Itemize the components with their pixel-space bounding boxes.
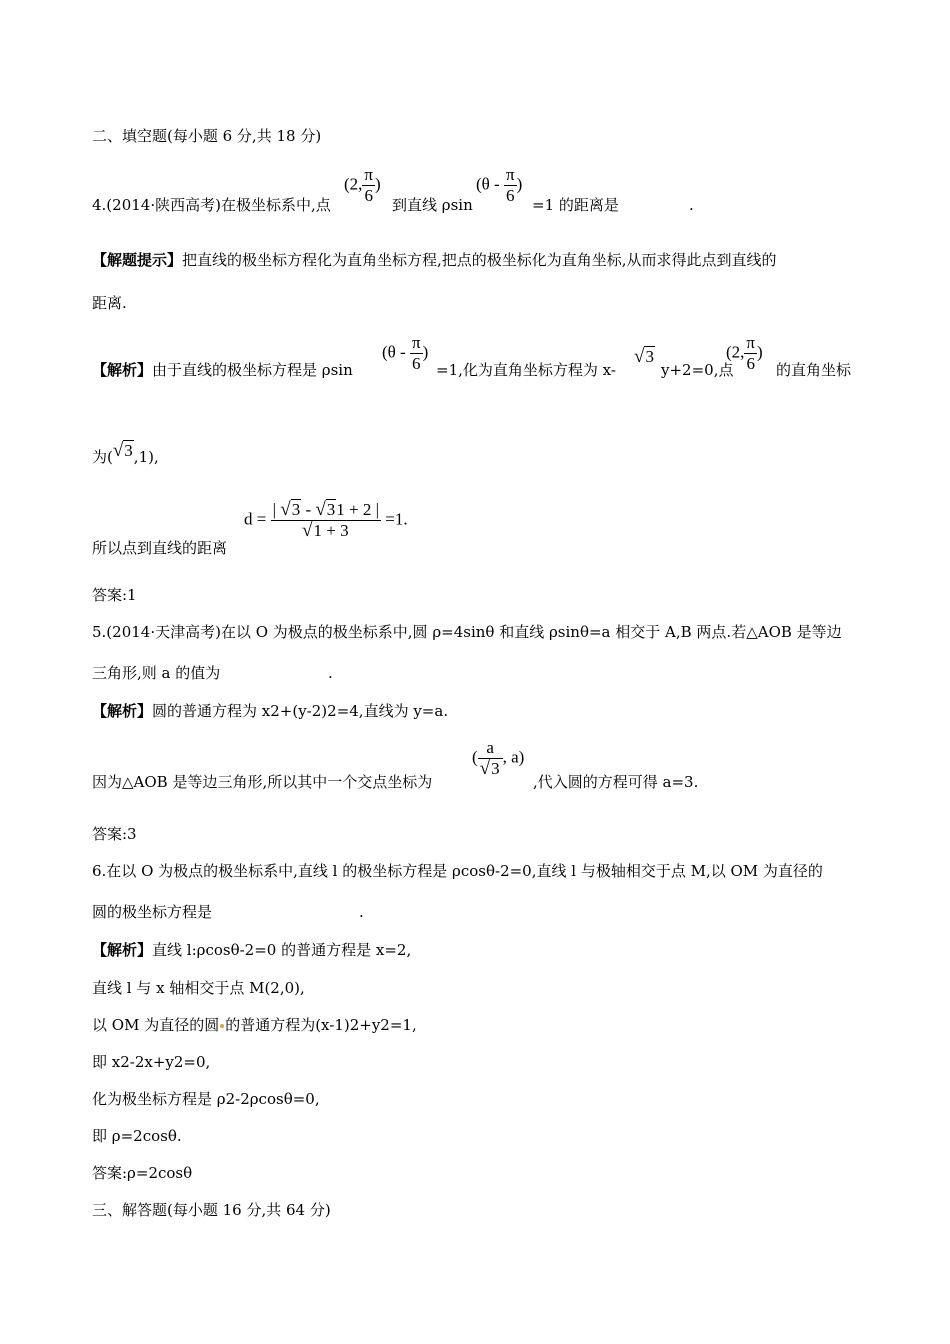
q4-sol-theta-expr: (θ - $\frac{\pi}{6}$ ) bbox=[382, 333, 429, 373]
q4-stem-b: 到直线 ρsin bbox=[392, 196, 473, 214]
q4-solution-b: =1,化为直角坐标方程为 x- bbox=[436, 361, 616, 379]
q6-answer: 答案:ρ=2cosθ bbox=[92, 1164, 193, 1182]
q5-solution-line1: 【解析】圆的普通方程为 x2+(y-2)2=4,直线为 y=a. bbox=[92, 702, 449, 720]
q6-solution-line4: 即 x2-2x+y2=0, bbox=[92, 1053, 211, 1071]
section-title-fill-in: 二、填空题(每小题 6 分,共 18 分) bbox=[92, 127, 322, 145]
q5-answer: 答案:3 bbox=[92, 825, 137, 843]
section-title-answer: 三、解答题(每小题 16 分,共 64 分) bbox=[92, 1201, 331, 1219]
q6-solution-line1: 【解析】直线 l:ρcosθ-2=0 的普通方程是 x=2, bbox=[92, 941, 412, 959]
q5-blank-end: . bbox=[328, 664, 333, 682]
q5-point-expr: ( $\frac{a}{√3}$ , a) bbox=[472, 738, 525, 779]
q6-blank-end: . bbox=[359, 903, 364, 921]
q4-distance-formula: d = $\frac{| √3 - √31 + 2 |}{√1 + 3}$ =1. bbox=[244, 499, 408, 541]
q5-stem-line2: 三角形,则 a 的值为 bbox=[92, 664, 221, 682]
q4-sqrt3: √3 bbox=[634, 346, 654, 367]
q5-stem-line1: 5.(2014·天津高考)在以 O 为极点的极坐标系中,圆 ρ=4sinθ 和直线 ρsinθ=a 相交于 A,B 两点.若△AOB 是等边 bbox=[92, 623, 842, 641]
marker-dot-icon bbox=[220, 1024, 224, 1028]
q4-coord-line: 为(√3,1), bbox=[92, 440, 159, 466]
q4-distance-text: 所以点到直线的距离 bbox=[92, 539, 228, 557]
q4-theta-expr: (θ - $\frac{\pi}{6}$ ) bbox=[476, 165, 523, 205]
q4-answer: 答案:1 bbox=[92, 586, 137, 604]
q4-blank-end: . bbox=[689, 196, 694, 214]
q4-stem-c: =1 的距离是 bbox=[532, 196, 619, 214]
q5-solution-line2-a: 因为△AOB 是等边三角形,所以其中一个交点坐标为 bbox=[92, 773, 433, 791]
q6-solution-line5: 化为极坐标方程是 ρ2-2ρcosθ=0, bbox=[92, 1090, 320, 1108]
q4-solution-a: 【解析】由于直线的极坐标方程是 ρsin bbox=[92, 361, 353, 379]
q4-hint-line2: 距离. bbox=[92, 294, 127, 312]
q6-solution-line3: 以 OM 为直径的圆 的普通方程为(x-1)2+y2=1, bbox=[92, 1016, 417, 1034]
q4-solution-c: y+2=0,点 bbox=[661, 361, 734, 379]
q4-stem-a: 4.(2014·陕西高考)在极坐标系中,点 bbox=[92, 196, 331, 214]
q4-point-expr: (2, $\frac{\pi}{6}$ ) bbox=[344, 165, 381, 205]
q4-sol-point-expr: (2, $\frac{\pi}{6}$ ) bbox=[726, 333, 763, 373]
q6-solution-line6: 即 ρ=2cosθ. bbox=[92, 1127, 182, 1145]
q5-solution-line2-b: ,代入圆的方程可得 a=3. bbox=[533, 773, 699, 791]
q6-stem-line2: 圆的极坐标方程是 bbox=[92, 903, 213, 921]
q6-solution-line2: 直线 l 与 x 轴相交于点 M(2,0), bbox=[92, 979, 305, 997]
q6-stem-line1: 6.在以 O 为极点的极坐标系中,直线 l 的极坐标方程是 ρcosθ-2=0,直线 l 与极轴相交于点 M,以 OM 为直径的 bbox=[92, 862, 823, 880]
q4-solution-d: 的直角坐标 bbox=[776, 361, 852, 379]
q4-hint-line1: 【解题提示】把直线的极坐标方程化为直角坐标方程,把点的极坐标化为直角坐标,从而求得此点到直线的 bbox=[92, 251, 777, 269]
